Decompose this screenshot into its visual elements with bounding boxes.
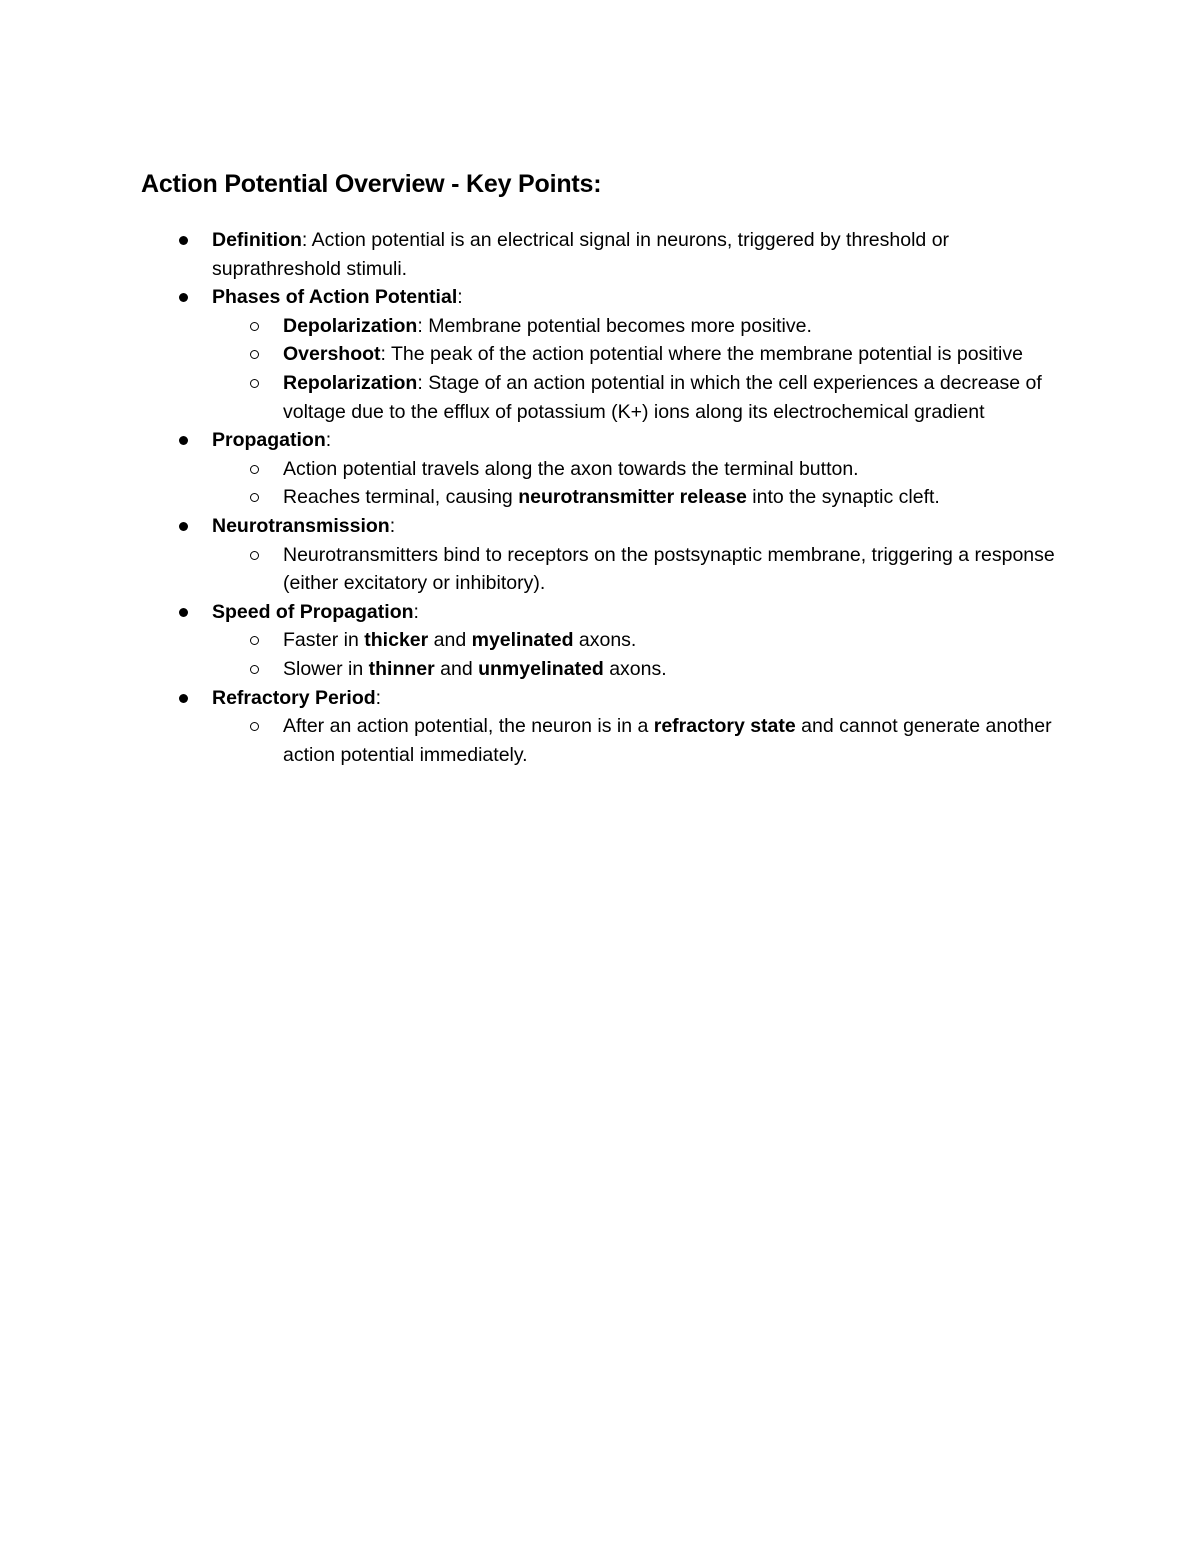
item-text: Action potential travels along the axon towards the terminal button. <box>283 457 859 480</box>
term: Definition <box>212 229 302 251</box>
bullet-circle-icon <box>250 465 259 474</box>
list-item-neurotransmission <box>141 512 1071 541</box>
sub-item-refractory <box>141 712 1071 769</box>
separator: : <box>375 686 382 709</box>
sub-item-repolarization <box>141 369 1071 426</box>
bullet-dot-icon <box>179 236 188 245</box>
separator: : <box>413 600 419 623</box>
emphasis: unmyelinated <box>478 657 604 680</box>
bullet-circle-icon <box>250 350 259 359</box>
term: Refractory Period <box>212 686 376 709</box>
term: Propagation <box>212 429 326 452</box>
item-text-pre: Slower in <box>283 657 369 680</box>
sub-item-neurotransmission <box>141 541 1071 598</box>
item-text: Stage of an action potential in which the cell experiences a decrease of voltage due to the efflux of potassium (K+) ions along its electrochemical gradient <box>283 371 1042 423</box>
sub-item-speed-slower <box>141 655 1071 684</box>
bullet-dot-icon <box>179 694 188 703</box>
item-text-post: axons. <box>573 629 637 652</box>
separator: : <box>457 286 463 309</box>
emphasis: thinner <box>368 657 435 680</box>
item-text: Neurotransmitters bind to receptors on the postsynaptic membrane, triggering a response (either excitatory or inhibitory). <box>283 543 1055 595</box>
key-points-list <box>141 226 1071 769</box>
sub-item-depolarization <box>141 312 1071 341</box>
bullet-dot-icon <box>179 436 188 445</box>
bullet-dot-icon <box>179 293 188 302</box>
item-text-post: and cannot generate another action potential immediately. <box>283 715 1052 766</box>
separator: : <box>325 429 332 452</box>
item-text-mid: and <box>428 629 472 652</box>
list-item-definition <box>141 226 1071 283</box>
bullet-circle-icon <box>250 493 259 502</box>
item-text: Action potential is an electrical signal in neurons, triggered by threshold or suprathreshold stimuli. <box>212 229 950 280</box>
list-item-phases <box>141 283 1071 312</box>
emphasis: refractory state <box>653 715 796 738</box>
separator: : <box>301 229 308 251</box>
separator: : <box>389 514 396 537</box>
separator: : <box>417 371 423 394</box>
item-text-post: axons. <box>603 657 667 680</box>
term: Depolarization <box>283 314 418 337</box>
emphasis: thicker <box>364 629 429 652</box>
list-item-propagation <box>141 426 1071 455</box>
bullet-circle-icon <box>250 722 259 731</box>
term: Phases of Action Potential <box>212 286 458 309</box>
bullet-circle-icon <box>250 322 259 331</box>
emphasis: myelinated <box>471 629 574 652</box>
sub-item-propagation-travel <box>141 455 1071 484</box>
term: Speed of Propagation <box>212 600 414 623</box>
item-text-pre: After an action potential, the neuron is in a <box>283 715 654 738</box>
emphasis: neurotransmitter release <box>518 486 747 509</box>
sub-item-speed-faster <box>141 626 1071 655</box>
term: Neurotransmission <box>212 514 390 537</box>
item-text-post: into the synaptic cleft. <box>746 486 940 509</box>
bullet-circle-icon <box>250 551 259 560</box>
bullet-dot-icon <box>179 608 188 617</box>
bullet-dot-icon <box>179 522 188 531</box>
list-item-refractory <box>141 684 1071 713</box>
bullet-circle-icon <box>250 665 259 674</box>
term: Repolarization <box>283 371 418 394</box>
item-text-pre: Reaches terminal, causing <box>283 486 519 509</box>
list-item-speed <box>141 598 1071 627</box>
sub-item-propagation-terminal <box>141 483 1071 512</box>
sub-item-overshoot <box>141 340 1071 369</box>
bullet-circle-icon <box>250 636 259 645</box>
item-text-pre: Faster in <box>283 629 365 652</box>
document-title: Action Potential Overview - Key Points: <box>141 170 602 198</box>
item-text: Membrane potential becomes more positive. <box>422 314 812 337</box>
term: Overshoot <box>283 343 381 366</box>
separator: : <box>380 343 386 366</box>
separator: : <box>417 314 423 337</box>
item-text-mid: and <box>434 657 479 680</box>
item-text: The peak of the action potential where the membrane potential is positive <box>385 343 1023 366</box>
bullet-circle-icon <box>250 379 259 388</box>
